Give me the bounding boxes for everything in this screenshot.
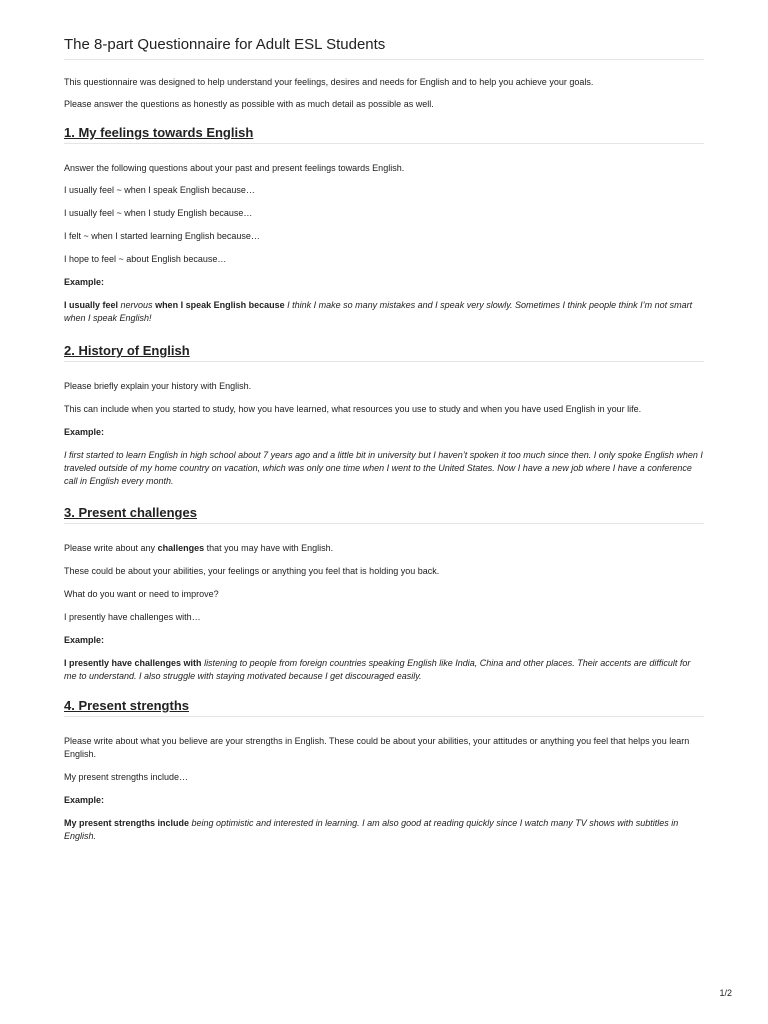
paragraph: I usually feel ~ when I study English because… [64,208,253,218]
example-label: Example: [64,635,105,645]
paragraph: I hope to feel ~ about English because… [64,254,227,264]
paragraph: I presently have challenges with… [64,612,201,622]
example-label: Example: [64,277,105,287]
intro-paragraph: Please answer the questions as honestly as possible with as much detail as possible as well. [64,99,434,109]
section-challenges [64,505,704,692]
section-heading: 2. History of English [64,343,704,362]
paragraph: I usually feel ~ when I speak English because… [64,185,255,195]
section-strengths [64,698,704,852]
example-label: Example: [64,427,105,437]
paragraph: Please write about any challenges that you may have with English. [64,543,334,553]
paragraph: Please write about what you believe are your strengths in English. These could be about your abilities, your attitudes or anything you feel that helps you learn English. [64,736,690,759]
example-text: My present strengths include being optimistic and interested in learning. I am also good at reading quickly since I watch many TV shows with subtitles in English. [64,818,679,841]
section-heading: 1. My feelings towards English [64,125,704,144]
paragraph: I felt ~ when I started learning English because… [64,231,260,241]
example-label: Example: [64,795,105,805]
section-heading: 3. Present challenges [64,505,704,524]
intro-paragraph: This questionnaire was designed to help understand your feelings, desires and needs for English and to help you achieve your goals. [64,77,594,87]
document-title: The 8-part Questionnaire for Adult ESL Students [64,36,704,60]
paragraph: Please briefly explain your history with English. [64,381,252,391]
paragraph: These could be about your abilities, your feelings or anything you feel that is holding you back. [64,566,440,576]
example-text: I usually feel nervous when I speak English because I think I make so many mistakes and I speak very slowly. Sometimes I think people think I’m not smart when I speak English! [64,300,693,323]
paragraph: This can include when you started to study, how you have learned, what resources you use to study and when you have used English in your life. [64,404,642,414]
example-text: I first started to learn English in high school about 7 years ago and a little bit in university but I haven’t spoken it too much since then. I only spoke English when I traveled outside of my home country on vacation, which was only one time when I went to the United States. Now I have a new job where I have a conference call in English every month. [64,450,703,486]
page-number: 1/2 [719,988,732,998]
paragraph: Answer the following questions about your past and present feelings towards English. [64,163,405,173]
section-history [64,343,704,497]
example-text: I presently have challenges with listening to people from foreign countries speaking English like India, China and other places. Their accents are difficult for me to understand. I also struggle with staying motivated because I get discouraged easily. [64,658,691,681]
intro [64,76,704,120]
section-feelings [64,125,704,334]
paragraph: What do you want or need to improve? [64,589,219,599]
paragraph: My present strengths include… [64,772,189,782]
section-heading: 4. Present strengths [64,698,704,717]
